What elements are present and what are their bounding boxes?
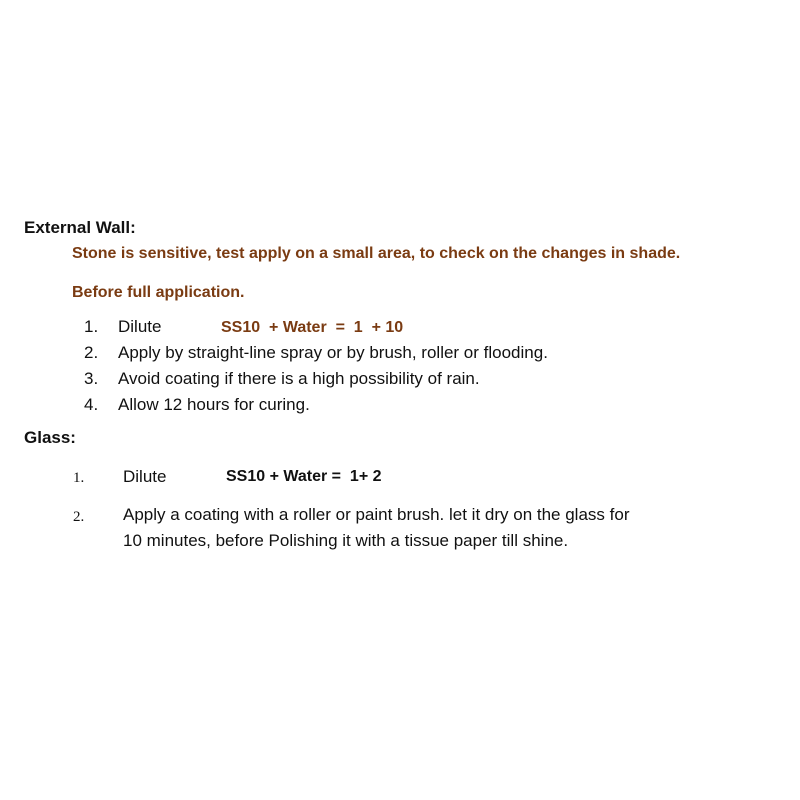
external-wall-step-3 bbox=[84, 368, 548, 394]
external-wall-heading: External Wall: bbox=[24, 218, 136, 237]
step-number: 4. bbox=[84, 395, 99, 414]
step-text-line2: 10 minutes, before Polishing it with a tissue paper till shine. bbox=[123, 531, 569, 550]
dilute-label: Dilute bbox=[118, 317, 162, 336]
dilution-formula: SS10 + Water = 1 + 10 bbox=[221, 319, 404, 336]
step-text-line1: Apply a coating with a roller or paint brush. let it dry on the glass for bbox=[123, 505, 630, 524]
external-wall-step-1 bbox=[84, 316, 548, 342]
step-number: 2. bbox=[84, 343, 99, 362]
external-wall-warning-line2: Before full application. bbox=[72, 284, 245, 301]
step-text: Avoid coating if there is a high possibility of rain. bbox=[118, 369, 480, 388]
step-number: 1. bbox=[73, 470, 85, 486]
dilute-label: Dilute bbox=[123, 467, 167, 486]
step-number: 2. bbox=[73, 509, 85, 525]
external-wall-steps bbox=[84, 316, 548, 420]
glass-heading: Glass: bbox=[24, 428, 76, 447]
step-text: Apply by straight-line spray or by brush, roller or flooding. bbox=[118, 343, 548, 362]
external-wall-step-2 bbox=[84, 342, 548, 368]
step-number: 3. bbox=[84, 369, 99, 388]
external-wall-step-4 bbox=[84, 394, 548, 420]
dilution-formula: SS10 + Water = 1+ 2 bbox=[226, 468, 382, 485]
external-wall-warning-line1: Stone is sensitive, test apply on a small area, to check on the changes in shade. bbox=[72, 245, 681, 262]
step-text: Allow 12 hours for curing. bbox=[118, 395, 310, 414]
step-number: 1. bbox=[84, 317, 99, 336]
